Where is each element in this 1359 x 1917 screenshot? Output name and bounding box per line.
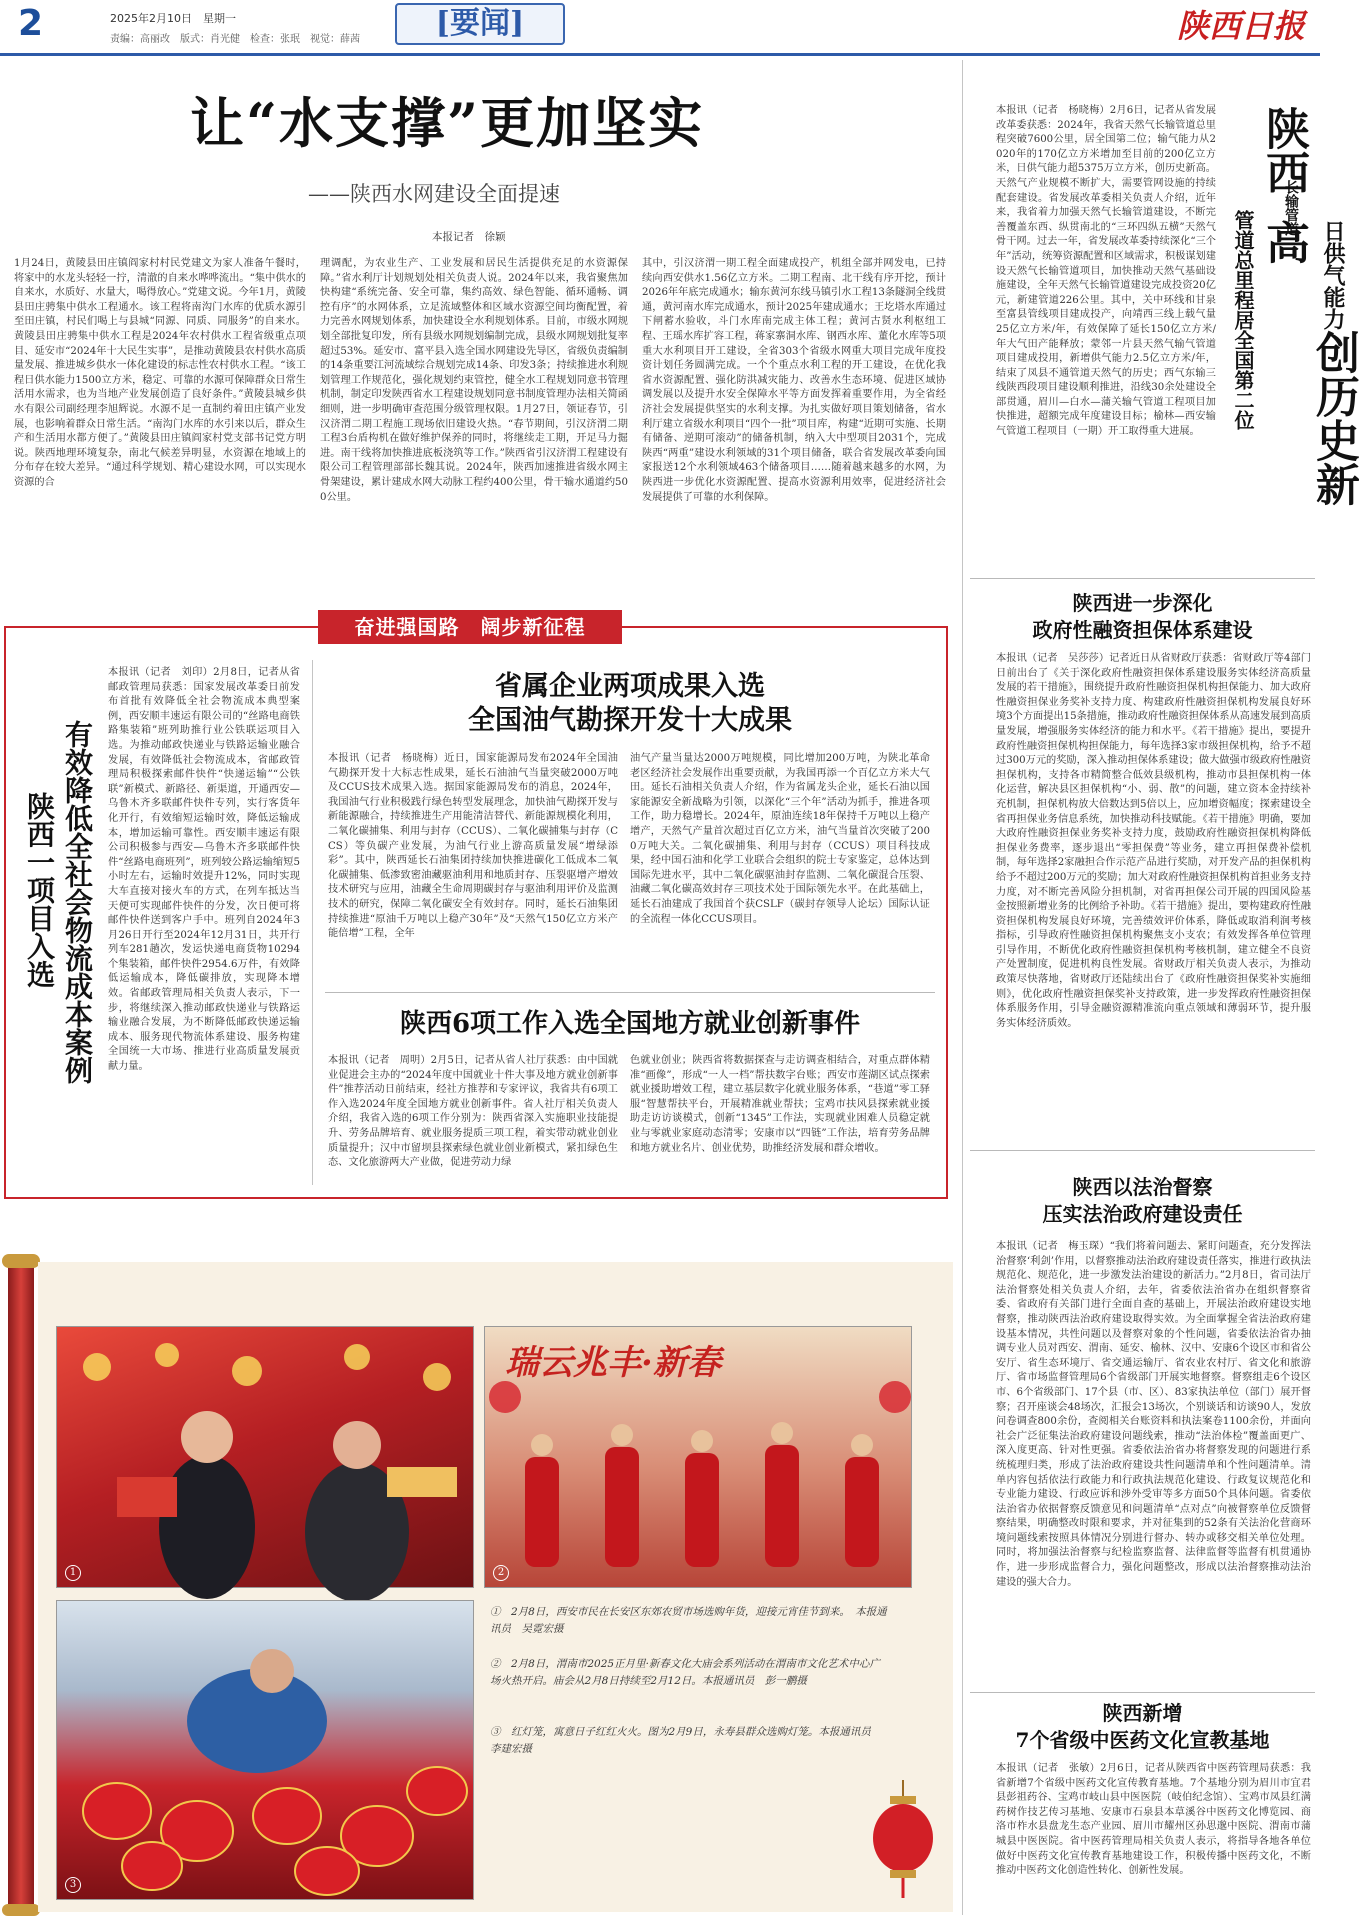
issue-date: 2025年2月10日 星期一 — [110, 12, 236, 25]
photo-market-illustration — [57, 1327, 475, 1589]
photo-lantern-illustration — [57, 1601, 475, 1901]
law-headline-2: 压实法治政府建设责任 — [1042, 1202, 1243, 1226]
logistics-headline: 有效降低全社会物流成本案例 — [61, 720, 94, 1084]
oil-headline-1: 省属企业两项成果入选 — [495, 671, 765, 702]
section-tag: [要闻] — [395, 3, 565, 45]
oil-body-2: 油气产量当量达2000万吨规模，同比增加200万吨，为陕北革命老区经济社会发展作出重要贡献，为我国再添一个百亿立方米大气田。延长石油相关负责人介绍，作为省属龙头企业，延长石油以国家能源安全新战略为引领，以深化“三个年”活动为抓手，推进各项工作，助力稳增长。2024年，原油连续18年保持千万吨以上稳产增产，天然气产量首次超过百亿立方米，油气当量首次突破了2000万吨大关。二氧化碳捕集、利用与封存（CCUS）项目科技成果，经中国石油和化学工业联合会组织的院士专家鉴定，总体达到国际先进水平，其中二氧化碳驱油封存监测、二氧化碳混合压裂、油藏二氧化碳高效封存三项技术处于国际领先水平。在此基础上，延长石油建成了我国首个获CSLF（碳封存领导人论坛）国际认证的全流程一体化CCUS项目。 — [630, 753, 930, 925]
photo-new-year-market — [56, 1326, 474, 1588]
column-divider — [962, 60, 963, 1915]
lead-column-3: 其中，引汉济渭一期工程全面建成投产，机组全部并网发电，已持续向西安供水1.56亿立方米。二期工程南、北干线有序开挖，预计2026年年底完成通水；输东黄河东线马镇引水工程13条隧洞全线贯通，黄河南水库完成通水，预计2025年建成通水；王圪塔水库通过下闸蓄水验收，斗门水库南完成主体工程；黄河古贤水利枢纽工程、王瑶水库扩容工程，蒋家寨洞水库、钢西水库、董化水库等5项重大水利项目开工建设，全省303个省级水网重大项目完成年度投资计划任务圆满完成。一个个重点水利工程的开工建设，在优化我省水资源配置、强化防洪减灾能力、改善水生态环境、促进区域协调发展以及提升水安全保障水平等方面发挥着重要作用，为全省经济社会发展提供坚实的水利支撑。为扎实做好项目策划储备，省水利厅建立省级水利项目“四个一批”项目库，构建“近期可实施、长期有储备、逆期可滚动”的储备机制，纳入大中型项目2031个，完成陕西“两重”建设水利领域的31个项目储备，联合省发展改革委向国家报送12个水利领域463个储备项目……随着越来越多的水网，为陕西进一步优化水资源配置、提高水资源利用效率，促进经济社会发展提供了可靠的水利保障。 — [642, 258, 946, 503]
scroll-cap — [2, 1254, 40, 1268]
rule — [970, 578, 1315, 579]
employment-headline: 陕西6项工作入选全国地方就业创新事件 — [399, 1009, 861, 1039]
campaign-banner: 奋进强国路 阔步新征程 — [318, 610, 622, 644]
photo-number-badge: 2 — [493, 1565, 509, 1581]
logistics-article-body: 本报讯（记者 刘印）2月8日，记者从省邮政管理局获悉：国家发展改革委日前发布首批有效降低全社会物流成本典型案例，西安顺丰速运有限公司的“丝路电商铁路集装箱”班列助推行业公铁联运项目入选。为推动邮政快递业与铁路运输业融合发展，有效降低社会物流成本，省邮政管理局积极探索邮件快件“快递运输”“公铁联”新模式、新路径、新渠道，开通西安—乌鲁木齐多联邮件快件专列，实行客货年化开行，有效缩短运输时效，降低运输成本，增加运输可靠性。西安顺丰速运有限公司积极参与西安—乌鲁木齐多联邮件快件“丝路电商班列”，班列较公路运输缩短5小时左右，运输时效提升12%，同时实现大车直接对接火车的方式，在列车抵达当天便可实现邮件快件的分发，次日便可将邮件快件送到客户手中。班列自2024年3月26日开行至2024年12月31日，共开行列车281趟次，发运快递电商货物10294个集装箱，邮件快件2954.6万件，有效降低运输成本，降低碳排放，实现降本增效。省邮政管理局相关负责人表示，下一步，将继续深入推动邮政快递业与铁路运输业融合发展，为不断降低邮政快递运输成本、服务现代物流体系建设、服务构建全国统一大市场、推进行业高质量发展贡献力量。 — [108, 667, 300, 1073]
lead-byline: 本报记者 徐颖 — [432, 231, 506, 243]
lead-headline: 让“水支撑”更加坚实 — [190, 91, 705, 155]
gas-headline-main: 日供气能力创历史新高 — [1258, 220, 1359, 506]
rule — [970, 1150, 1315, 1151]
photo-caption-2: ② 2月8日，渭南市2025正月里·新春文化大庙会系列活动在渭南市文化艺术中心广场火热开启。庙会从2月8日持续至2月12日。本报通讯员 彭一鹏摄 — [490, 1658, 880, 1687]
scroll-ornament-left — [8, 1262, 34, 1912]
rule — [325, 992, 935, 993]
editor-credits: 责编：高丽改 版式：肖光健 检查：张珉 视觉：薛茜 — [110, 34, 360, 45]
gas-headline-tag: 长输管道 — [1283, 180, 1299, 236]
scroll-cap — [2, 1904, 40, 1916]
lantern-icon — [868, 1780, 938, 1900]
photo-dancers-illustration — [485, 1327, 913, 1589]
rule — [970, 1692, 1315, 1693]
law-headline-1: 陕西以法治督察 — [1072, 1175, 1213, 1199]
tcm-article-body: 本报讯（记者 张敏）2月6日，记者从陕西省中医药管理局获悉：我省新增7个省级中医药文化宣传教育基地。7个基地分别为眉川市宜君县彭祖药谷、宝鸡市岐山县中医医院（岐伯纪念馆）、宝鸡市凤县红满药树作技艺传习基地、安康市石泉县本草溪谷中医药文化博览园、商洛市柞水县盘龙生态产业园、眉川市耀州区孙思邈中医院、渭南市蒲城县中医医院。省中医药管理局相关负责人表示，将指导各地各单位做好中医药文化宣传教育基地建设工作，积极传播中医药文化，不断推动中医药文化创造性转化、创新性发展。 — [996, 1763, 1311, 1877]
tcm-headline-1: 陕西新增 — [1102, 1701, 1183, 1725]
lead-column-1: 1月24日，黄陵县田庄镇阎家村村民党建文为家人准备午餐时，将家中的水龙头轻轻一拧，清澈的自来水哗哗流出。“集中供水的自来水，水质好、水量大，喝得放心。”党建文说。今年1月，黄陵县田庄骋集中供水工程通水。该工程将南沟门水库的优质水源引至田庄镇，村民们喝上与县城“同源、同质、同服务”的自来水。黄陵县田庄骋集中供水工程是2024年农村供水工程省级重点项目、延安市“2024年十大民生实事”，是推动黄陵县农村供水高质量发展、推进城乡供水一体化建设的标志性农村供水工程。“该工程日供水能力1500立方米，稳定、可靠的水源可保障群众日常生活用水需求，也为当地产业发展创造了良好条件。”黄陵县城乡供水有限公司副经理李旭辉说。水源不足一直制约着田庄镇产业发展，也影响着群众日常生活。“南沟门水库的水引来以后，群众生产和生活用水都方便了。”黄陵县田庄镇阎家村党支部书记党方明说。陕西地理环境复杂，南北气候差异明显，水资源在地域上的分布存在较大差异。“通过科学规划、精心建设水网，可以实现水资源的合 — [14, 258, 306, 488]
header-rule — [0, 53, 1320, 56]
employment-body-1: 本报讯（记者 周明）2月5日，记者从省人社厅获悉：由中国就业促进会主办的“2024年度中国就业十件大事及地方就业创新事件”推荐活动日前结束，经社方推荐和专家评议，我省共有6项工作入选2024年度全国地方就业创新事件。省人社厅相关负责人介绍，我省入选的6项工作分别为：陕西省深入实施职业技能提升、劳务品牌培育、就业服务提质三项工程，着实带动就业创业质量提升；汉中市留坝县探索绿色就业创业新模式，紧扣绿色生态、文化旅游两大产业做，促进劳动力绿 — [328, 1055, 618, 1169]
oil-body-1: 本报讯（记者 杨晓梅）近日，国家能源局发布2024年全国油气勘探开发十大标志性成果，延长石油油气当量突破2000万吨及CCUS技术成果入选。据国家能源局发布的消息，2024年，我国油气行业积极践行绿色转型发展理念，加快油气勘探开发与新能源融合，持续推进生产用能清洁替代、新能源规模化利用，二氧化碳捕集、利用与封存（CCUS）、二氧化碳捕集与封存（CCS）等负碳产业发展，为油气行业上游高质量发展“增绿添彩”。其中，陕西延长石油集团持续加快推进碳化工低成本二氧化碳捕集、低渗致密油藏驱油利用和地质封存、压裂驱增产增效技术研究与应用，油藏全生命周期碳封存与驱油利用评价及监测技术的研究，保障二氧化碳安全有效封存。同时，延长石油集团持续推进“原油千万吨以上稳产30年”及“天然气150亿立方米产能倍增”工程，全年 — [328, 753, 618, 940]
photo-number-badge: 3 — [65, 1877, 81, 1893]
gas-headline-top: 陕西 — [1258, 106, 1309, 194]
finance-headline-1: 陕西进一步深化 — [1072, 591, 1213, 615]
gas-article-body: 本报讯（记者 杨晓梅）2月6日，记者从省发展改革委获悉：2024年，我省天然气长输管道总里程突破7600公里，居全国第二位；输气能力从2020年的170亿立方米增加至目前的200亿立方米，日供气能力超5375万立方米，创历史新高。天然气产业规模不断扩大，需要管网设施的持续配套建设。省发展改革委相关负责人介绍，近年来，我省着力加强天然气长输管道建设，不断完善覆盖东西、纵贯南北的“三环四纵五横”天然气骨干网。过去一年，省发展改革委持续深化“三个年”活动，统筹资源配置和区域需求，积极谋划建设天然气长输管道项目，加快推动天然气基础设施建设，全年天然气长输管道建设完成投资20亿元，新建管道226公里。其中，关中环线和甘泉至富县管线项目建成投产，向靖西三线上载气量25亿立方米/年，有效保障了延长150亿立方米/年大气田产能释放；蒙邻一片县天然气输气管道项目建成投用，新增供气能力2.5亿立方米/年，结束了凤县不通管道天然气的历史；西气东输三线陕西段项目建设顺利推进，沿线30余处建设全部贯通，眉川—白水—蒲关输气管道工程项目加快推进，超额完成年度建设目标；榆林—西安输气管道工程项目（一期）开工取得重大进展。 — [996, 105, 1216, 438]
photo-caption-3: ③ 红灯笼，寓意日子红红火火。图为2月9日，永寿县群众选购灯笼。本报通讯员 李建宏摄 — [490, 1726, 882, 1755]
employment-body-2: 色就业创业；陕西省将数据探查与走访调查相结合，对重点群体精准“画像”，形成“一人一档”帮扶数字台账；西安市莲湖区试点探索就业援助增效工程，建立基层数字化就业服务体系，“巷道”零工驿服“智慧帮扶平台，开展精准就业帮扶；宝鸡市扶风县探索就业援助走访访谈模式，创新“1345”工作法，实现就业困难人员稳定就业与零就业家庭动态清零；安康市以“四链”工作法，培育劳务品牌和地方就业名片、创业优势，助推经济发展和群众增收。 — [630, 1055, 930, 1154]
lead-column-2: 理调配，为农业生产、工业发展和居民生活提供充足的水资源保障。”省水利厅计划规划处相关负责人说。2024年以来，我省聚焦加快构建“系统完备、安全可靠，集约高效、绿色智能、循环通畅、调控有序”的水网体系，立足流域整体和区域水资源空间均衡配置，着力完善水网规划体系，加快建设全水利规划体系。目前，市级水网规划全部批复印发，所有县级水网规划编制完成，县级水网规划批复率超过53%。延安市、富平县入选全国水网建设先导区，省级负责编制的14条重要江河流域综合规划完成14条、印发3条；持续推进水利规划管理工作规范化，强化规划约束管控，健全水工程规划同意书管理机制，制定印发陕西省水工程建设规划同意书制度管理办法相关简函细则，进一步明确审查范围分级管理权限。1月27日，领证春节，引汉济渭二期工程施工现场依旧建设火热。“春节期间，引汉济渭二期工程3台盾构机在做好维护保养的同时，将继续走工期，开足马力掘进。南干线将加快推进底板浇筑等工作。”陕西省引汉济渭工程建设有限公司工程管理部部长魏其说。2024年，陕西加速推进省级水网主骨架建设，累计建成水网大动脉工程约400公里，骨干输水通道约500公里。 — [320, 258, 628, 503]
photo-temple-fair — [484, 1326, 912, 1588]
oil-headline-2: 全国油气勘探开发十大成果 — [468, 705, 792, 736]
photo-caption-1: ① 2月8日，西安市民在长安区东郊农贸市场选购年货，迎接元宵佳节到来。 本报通讯员 吴霓宏摄 — [490, 1606, 887, 1635]
photo-lanterns — [56, 1600, 474, 1900]
tcm-headline-2: 7个省级中医药文化宣教基地 — [1015, 1728, 1270, 1752]
gas-headline-sub: 管道总里程居全国第二位 — [1231, 210, 1255, 430]
lead-subheadline: ——陕西水网建设全面提速 — [308, 182, 560, 206]
newspaper-masthead: 陕西日报 — [1176, 7, 1305, 45]
temple-fair-stage-text: 瑞云兆丰·新春 — [505, 1343, 721, 1383]
page-number: 2 — [18, 3, 44, 44]
column-divider — [312, 660, 313, 1185]
finance-article-body: 本报讯（记者 吴莎莎）记者近日从省财政厅获悉：省财政厅等4部门日前出台了《关于深化政府性融资担保体系建设服务实体经济高质量发展的若干措施》，围绕提升政府性融资担保机构担保能力、加大政府性融资担保业务奖补支持力度、构建政府性融资担保机构发展良好环境3个方面提出15条措施，推动政府性融资担保体系从高速发展到高质量发展，增强服务实体经济的能力和水平。《若干措施》提出，要提升政府性融资担保机构担保能力，每年选择3家市级担保机构，给予不超过300万元的奖励，深入推动担保体系建设；做大做强市级政府性融资担保机构，支持各市精简整合低效县级机构，推动市县担保机构一体化运营，解决县区担保机构“小、弱、散”的问题，建立资本金持续补充机制，担保机构放大倍数达到5倍以上，应加增资幅度；探索建设全省再担保业务信息系统，加快推动科技赋能。《若干措施》明确，要加大政府性融资担保业务奖补支持力度，鼓励政府性融资担保机构降低担保业务费率，逐步退出“零担保费”等业务，建立再担保费补偿机制，每年选择2家融担合作示范产品进行奖励，对开发产品的担保机构给予不超过200万元的奖励；加大对政府性融资担保机构首担业务支持力度，对不断完善风险分担机制，对省再担保公司开展的四国风险基金按照新增业务的比例给予补助。《若干措施》提出，要构建政府性融资担保机构发展良好环境，完善绩效评价体系，降低或取消利润考核指标，引导政府性融资担保机构聚焦支小支农；有效发挥各单位管理引导作用，不断优化政府性融资担保机构考核机制，建立健全不良资产处置制度，促进机构良性发展。省财政厅相关负责人表示，为推动政策尽快落地，省财政厅还陆续出台了《政府性融资担保奖补实施细则》，优化政府性融资担保奖补支持政策，进一步发挥政府性融资担保体系服务作用，引导金融资源精准流向重点领域和薄弱环节，提升服务实体经济质效。 — [996, 653, 1311, 1029]
law-article-body: 本报讯（记者 梅玉琛）“我们将着问题去、紧盯问题查，充分发挥法治督察‘利剑’作用，以督察推动法治政府建设责任落实，推进行政执法规范化、规范化，进一步激发法治建设的新活力。”2月8日，省司法厅法治督察处相关负责人介绍，去年，省委依法治省办在组织督察省委、省政府有关部门进行全面自查的基础上，开展法治政府建设实地督察，推动陕西法治政府建设取得实效。为全面掌握全省法治政府建设基本情况，共性问题以及督察对象的个性问题，省委依法治省办抽调专业人员对西安、渭南、延安、榆林、汉中、安康6个设区市和省公安厅、省生态环境厅、省交通运输厅、省农业农村厅、省文化和旅游厅、省市场监督管理局6个省级部门开展实地督察。督察组走6个设区市、6个省级部门、17个县（市、区）、83家执法单位（部门）展开督察；召开座谈会48场次，汇报会13场次，个别谈话和访谈90人，发放问卷调查800余份，查阅相关台账资料和执法案卷1100余份，并面向社会广泛征集法治政府建设问题线索，推动“法治体检”覆盖面更广、深入度更高、针对性更强。省委依法治省办将督察发现的问题进行系统梳理归类，形成了法治政府建设共性问题清单和个性问题清单。清单内容包括依法行政能力和行政执法规范化建设、行政复议规范化和专业能力建设、行政应诉和涉外受审等多方面50个具体问题。省委依法治省办依据督察反馈意见和问题清单“点对点”向被督察单位反馈督察结果，明确整改时限和要求，并对征集到的52条有关法治化营商环境问题线索按照具体情况分别进行督办、转办或移交相关单位处理。同时，将加强法治督察与纪检监察监督、法律监督等监督有机贯通协作，进一步形成监督合力，强化问题整改，形成以法治督察推动法治建设的强大合力。 — [996, 1241, 1311, 1588]
logistics-headline-2: 陕西一项目入选 — [23, 792, 56, 988]
photo-number-badge: 1 — [65, 1565, 81, 1581]
finance-headline-2: 政府性融资担保体系建设 — [1032, 618, 1253, 642]
